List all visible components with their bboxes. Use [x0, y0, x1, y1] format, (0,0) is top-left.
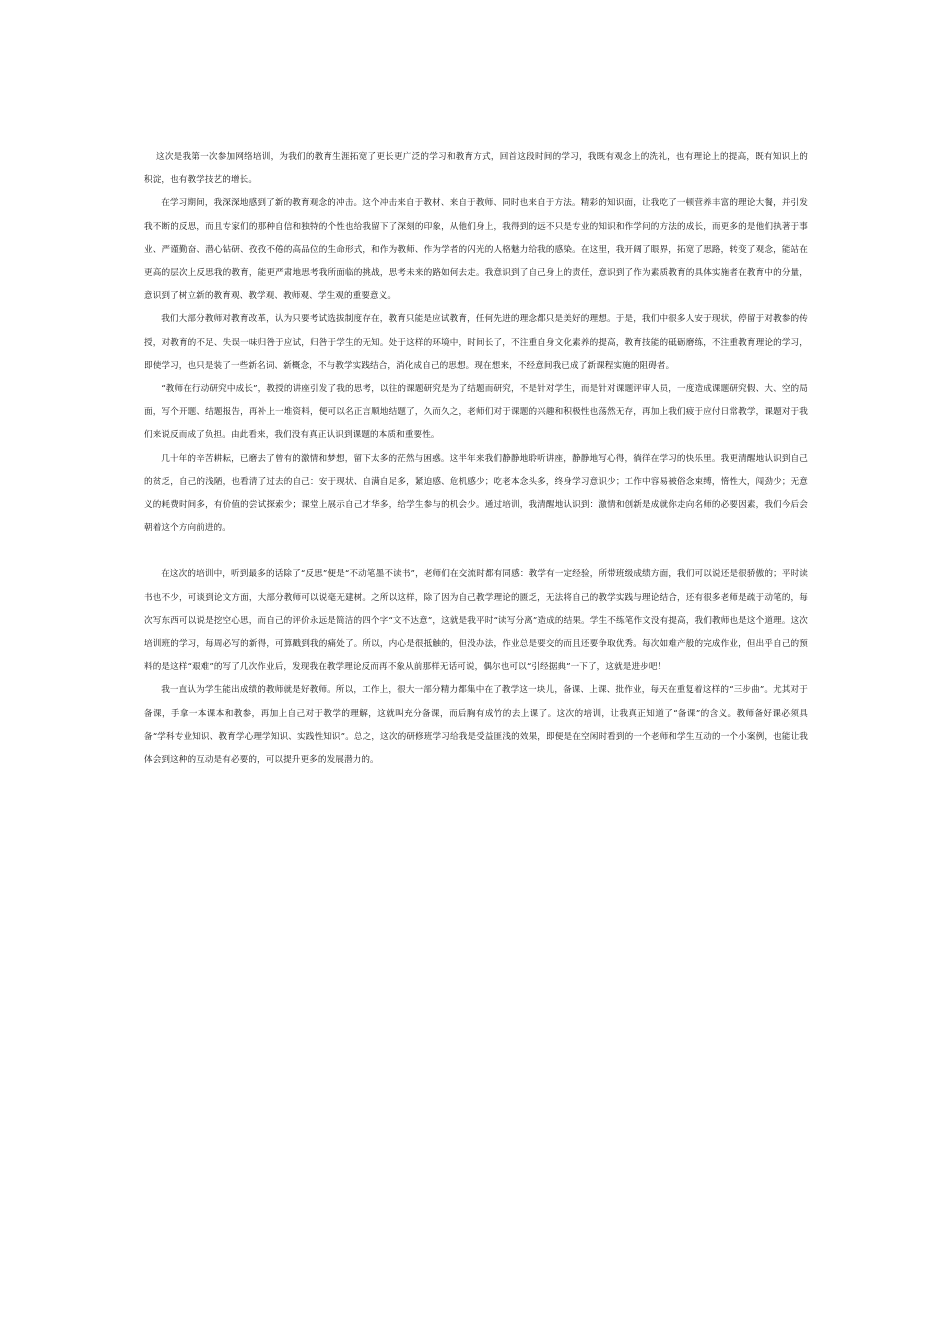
document-body	[144, 146, 808, 772]
paragraph-7: 我一直认为学生能出成绩的教师就是好教师。所以，工作上，很大一部分精力都集中在了教学这一块儿，备课、上课、批作业，每天在重复着这样的“三步曲”。尤其对于备课，手拿一本课本和教参，再加上自己对于教学的理解，这就叫充分备课，而后胸有成竹的去上课了。这次的培训，让我真正知道了“备课”的含义。教师备好课必须具备“学科专业知识、教育学心理学知识、实践性知识”。总之，这次的研修班学习给我是受益匪浅的效果，即便是在空闲时看到的一个老师和学生互动的一个小案例，也能让我体会到这种的互动是有必要的，可以提升更多的发展潜力的。	[144, 685, 808, 766]
paragraph-6: 在这次的培训中，听到最多的话除了“反思”便是“不动笔墨不读书”，老师们在交流时都有同感：教学有一定经验，所带班级成绩方面，我们可以说还是很骄傲的；平时读书也不少，可谈到论文方面，大部分教师可以说毫无建树。之所以这样，除了因为自己教学理论的匮乏，无法将自己的教学实践与理论结合，还有很多老师是疏于动笔的，每次写东西可以说是挖空心思，而自己的评价永远是简洁的四个字“文不达意”，这就是我平时“读写分离”造成的结果。学生不练笔作文没有提高，我们教师也是这个道理。这次培训班的学习，每周必写的新得，可算戳到我的痛处了。所以，内心是很抵触的，但没办法，作业总是要交的而且还要争取优秀。每次如难产般的完成作业，但出乎自己的预料的是这样“艰难”的写了几次作业后，发现我在教学理论反而再不象从前那样无话可说，偶尔也可以“引经据典”一下了，这就是进步吧！	[144, 569, 808, 673]
paragraph-4: “教师在行动研究中成长”，教授的讲座引发了我的思考，以往的课题研究是为了结题而研究，不是针对学生，而是针对课题评审人员，一度造成课题研究假、大、空的局面，写个开题、结题报告，再补上一堆资料，便可以名正言顺地结题了，久而久之，老师们对于课题的兴趣和积极性也荡然无存，再加上我们疲于应付日常教学，课题对于我们来说反而成了负担。由此看来，我们没有真正认识到课题的本质和重要性。	[144, 384, 808, 441]
paragraph-spacer	[144, 540, 808, 563]
paragraph-1: 这次是我第一次参加网络培训，为我们的教育生涯拓宽了更长更广泛的学习和教育方式，回首这段时间的学习，我既有观念上的洗礼，也有理论上的提高，既有知识上的积淀，也有教学技艺的增长。	[144, 152, 808, 186]
paragraph-3: 我们大部分教师对教育改革，认为只要考试选拔制度存在，教育只能是应试教育，任何先进的理念都只是美好的理想。于是，我们中很多人安于现状，停留于对教参的传授，对教育的不足、失误一味归咎于应试，归咎于学生的无知。处于这样的环境中，时间长了，不注重自身文化素养的提高，教育技能的砥砺磨练，不注重教育理论的学习，即使学习，也只是装了一些新名词、新概念，不与教学实践结合，消化成自己的思想。现在想来，不经意间我已成了新课程实施的阻碍者。	[144, 314, 808, 371]
paragraph-5: 几十年的辛苦耕耘，已磨去了曾有的激情和梦想，留下太多的茫然与困惑。这半年来我们静静地聆听讲座，静静地写心得，徜徉在学习的快乐里。我更清醒地认识到自己的贫乏，自己的浅陋，也看清了过去的自己：安于现状、自满自足多，紧迫感、危机感少；吃老本念头多，终身学习意识少；工作中容易被俗念束缚，惰性大，闯劲少；无意义的耗费时间多，有价值的尝试探索少；课堂上展示自己才华多，给学生参与的机会少。通过培训，我清醒地认识到：激情和创新是成就你走向名师的必要因素，我们今后会朝着这个方向前进的。	[144, 453, 808, 534]
paragraph-2: 在学习期间，我深深地感到了新的教育观念的冲击。这个冲击来自于教材、来自于教师、同时也来自于方法。精彩的知识面，让我吃了一顿营养丰富的理论大餐，并引发我不断的反思，而且专家们的那种自信和独特的个性也给我留下了深刻的印象，从他们身上，我得到的远不只是专业的知识和作学问的方法的成长，而更多的是他们执著于事业、严谨勤奋、潜心钻研、孜孜不倦的高品位的生命形式，和作为教师、作为学者的闪光的人格魅力给我的感染。在这里，我开阔了眼界，拓宽了思路，转变了观念，能站在更高的层次上反思我的教育，能更严肃地思考我所面临的挑战，思考未来的路如何去走。我意识到了自己身上的责任，意识到了作为素质教育的具体实施者在教育中的分量，意识到了树立新的教育观、教学观、教师观、学生观的重要意义。	[144, 198, 808, 302]
